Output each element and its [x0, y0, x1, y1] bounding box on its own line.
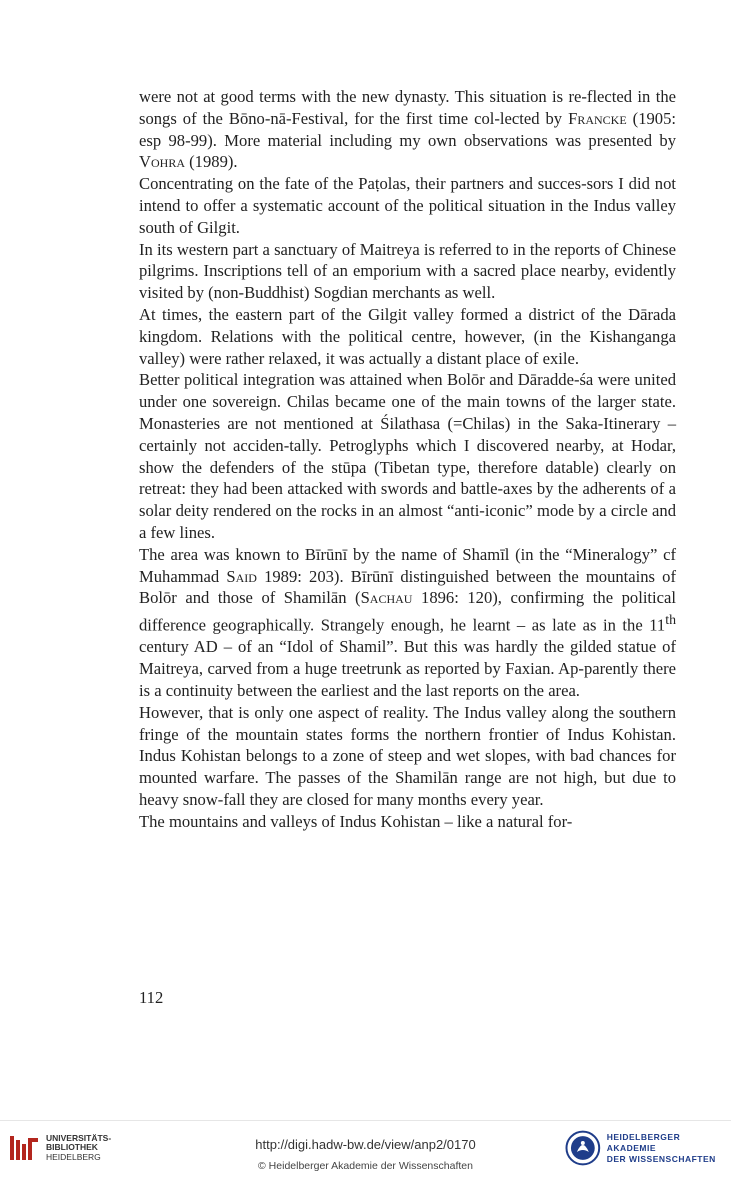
text-run: were not at good terms with the new dynasty. This situation is re-flected in the songs of the Bōno-nā-Festival, for the first time col-lected by: [139, 87, 676, 128]
paragraph-3: In its western part a sanctuary of Maitreya is referred to in the reports of Chinese pilgrims. Inscriptions tell of an emporium with a sacred place nearby, evidently visited by (non-Buddhist) Sogdian merchants as well.: [139, 239, 676, 303]
author-name: Sachau: [360, 588, 413, 608]
paragraph-2: Concentrating on the fate of the Paṭolas, their partners and succes-sors I did not intend to offer a systematic account of the political situation in the Indus valley south of Gilgit.: [139, 174, 676, 237]
text-run: (1905: esp 98-99). More material including my own observations was presented by: [139, 108, 676, 150]
footer-url-link[interactable]: http://digi.hadw-bw.de/view/anp2/0170: [255, 1137, 476, 1152]
paragraph-4: At times, the eastern part of the Gilgit valley formed a district of the Dārada kingdom. Relations with the political centre, however, (in the Kishanganga valley) were rather relaxed, it was actually a distant place of exile.: [139, 304, 676, 368]
text-run: century AD – of an “Idol of Shamil”. But this was hardly the gilded statue of Maitreya, carved from a huge treetrunk as reported by Faxian. Ap-parently there is a continuity between the earliest and the last reports on the area.: [139, 637, 676, 701]
library-line-3: HEIDELBERG: [46, 1151, 101, 1162]
text-run: 1989: 203). Bīrūnī distinguished between the mountains of Bolōr and those of Shamilān (: [139, 566, 676, 608]
paragraph-8: The mountains and valleys of Indus Kohistan – like a natural for-: [139, 811, 573, 831]
library-line-1: UNIVERSITÄTS-: [46, 1132, 112, 1143]
academy-line-1: HEIDELBERGER AKADEMIE: [606, 1131, 681, 1153]
text-run: The area was known to Bīrūnī by the name of Shamīl (in the “Mineralogy” cf Muhammad: [139, 544, 676, 586]
author-name: Francke: [568, 108, 627, 128]
paragraph-5: Better political integration was attained when Bolōr and Dāradde-śa were united under one sovereign. Chilas became one of the main towns of the larger state. Monasteries are not mentioned at Śilathasa (=Chilas) in the Saka-Itinerary – certainly not acciden-tally. Petroglyphs which I discovered nearby, at Hodar, show the defenders of the stūpa (Tibetan type, therefore datable) clearly on retreat: they had been attacked with swords and battle-axes by the adherents of a solar deity rendered on the rocks in an almost “anti-iconic” mode by a circle and a few lines.: [139, 370, 676, 542]
text-run: 1896: 120), confirming the political difference geographically. Strangely enough, he learnt – as late as in the 11: [139, 588, 676, 635]
academy-logo-block[interactable]: [565, 1130, 731, 1166]
academy-name: [607, 1132, 731, 1165]
paragraph-6: [139, 544, 676, 702]
page-body: [139, 86, 676, 833]
paragraph-1: [139, 86, 676, 173]
author-name: Vohra: [139, 152, 185, 172]
footer-divider: [0, 1120, 731, 1121]
text-run: (1989).: [185, 152, 238, 172]
superscript: th: [665, 612, 676, 628]
author-name: Said: [226, 566, 257, 586]
paragraph-7: However, that is only one aspect of reality. The Indus valley along the southern fringe of the mountain states forms the northern frontier of Indus Kohistan. Indus Kohistan belongs to a zone of steep and wet slopes, with bad chances for mounted warfare. The passes of the Shamilān range are not high, but due to heavy snow-fall they are closed for many months every year.: [139, 702, 676, 810]
academy-line-2: DER WISSENSCHAFTEN: [606, 1153, 716, 1164]
footer-copyright: © Heidelberger Akademie der Wissenschaften: [258, 1160, 473, 1172]
library-line-2: BIBLIOTHEK: [46, 1142, 98, 1153]
academy-seal-icon: [565, 1130, 601, 1166]
page-number: 112: [139, 988, 164, 1007]
